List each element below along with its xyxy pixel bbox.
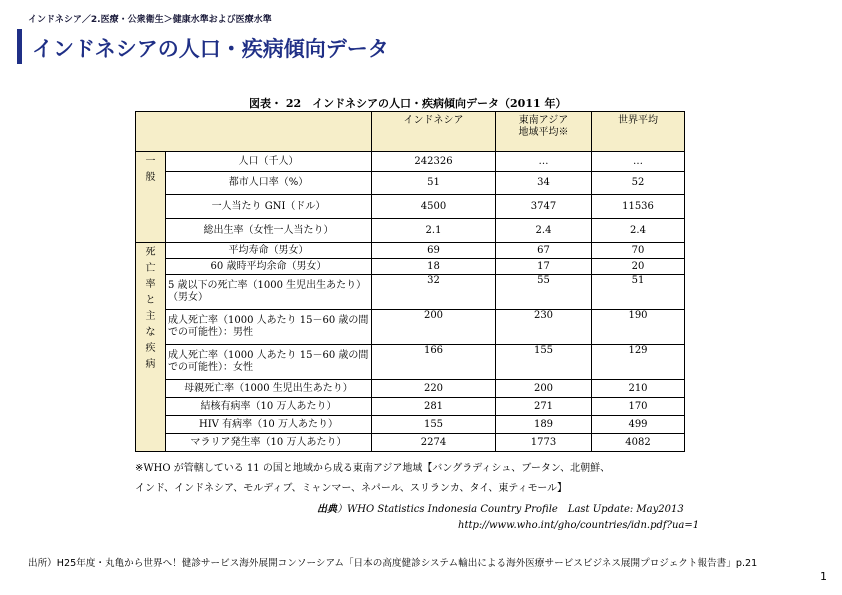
row-value: 190 (592, 310, 685, 345)
row-value: 499 (592, 416, 685, 434)
table-caption: 図表・ 22 インドネシアの人口・疾病傾向データ（2011 年） (249, 97, 567, 110)
table-row (136, 219, 685, 243)
table-row (136, 275, 685, 310)
row-value: 4082 (592, 434, 685, 452)
table-row (136, 259, 685, 275)
row-value: 2274 (372, 434, 496, 452)
row-value: 32 (372, 275, 496, 310)
source-text: ）WHO Statistics Indonesia Country Profile Last Update: May2013 (337, 504, 684, 515)
row-value: … (496, 152, 592, 172)
table-source (317, 500, 684, 515)
table-row (136, 172, 685, 195)
row-label: 人口（千人） (166, 152, 372, 172)
row-value: 281 (372, 398, 496, 416)
row-value: 200 (372, 310, 496, 345)
row-label: マラリア発生率（10 万人あたり） (166, 434, 372, 452)
table-row (136, 380, 685, 398)
source-url: http://www.who.int/gho/countries/idn.pdf?ua=1 (458, 520, 700, 531)
table-note-line-1: ※WHO が管轄している 11 の国と地域から成る東南アジア地域【バングラディシュ、ブータン、北朝鮮、 (135, 463, 611, 474)
page-number: 1 (820, 570, 827, 583)
column-header-sea-average-text: 東南アジア 地域平均※ (518, 115, 569, 138)
page-title: インドネシアの人口・疾病傾向データ (32, 37, 389, 61)
breadcrumb: インドネシア／2.医療・公衆衛生＞健康水準および医療水準 (28, 15, 272, 25)
table-row (136, 434, 685, 452)
row-value: 2.4 (592, 219, 685, 243)
row-category: 死 亡 率 と 主 な 疾 病 (136, 243, 166, 452)
row-value: 200 (496, 380, 592, 398)
row-value: 69 (372, 243, 496, 259)
row-label: 母親死亡率（1000 生児出生あたり） (166, 380, 372, 398)
row-label: 一人当たり GNI（ドル） (166, 195, 372, 219)
row-value: 20 (592, 259, 685, 275)
row-value: 189 (496, 416, 592, 434)
table-row (136, 310, 685, 345)
table-note-line-2: インド、インドネシア、モルディブ、ミャンマー、ネパール、スリランカ、タイ、東ティモール】 (135, 483, 567, 494)
row-value: 155 (372, 416, 496, 434)
row-value: 271 (496, 398, 592, 416)
row-value: 3747 (496, 195, 592, 219)
footer-source-note: 出所）H25年度・丸亀から世界へ！健診サービス海外展開コンソーシアム「日本の高度健診システム輸出による海外医療サービスビジネス展開プロジェクト報告書」p.21 (28, 558, 758, 569)
table-header-blank (136, 112, 372, 152)
row-value: 166 (372, 345, 496, 380)
row-value: 4500 (372, 195, 496, 219)
row-value: 242326 (372, 152, 496, 172)
row-label: 結核有病率（10 万人あたり） (166, 398, 372, 416)
row-value: 2.1 (372, 219, 496, 243)
column-header-sea-average (496, 112, 592, 152)
table-row (136, 152, 685, 172)
row-value: 170 (592, 398, 685, 416)
title-accent-bar (17, 29, 22, 64)
row-value: 11536 (592, 195, 685, 219)
row-value: 70 (592, 243, 685, 259)
column-header-indonesia: インドネシア (372, 112, 496, 152)
row-label: 60 歳時平均余命（男女） (166, 259, 372, 275)
source-label: 出典 (317, 504, 337, 515)
row-label: 都市人口率（%） (166, 172, 372, 195)
row-value: … (592, 152, 685, 172)
row-label: 成人死亡率（1000 人あたり 15－60 歳の間での可能性）：男性 (166, 310, 372, 345)
row-value: 52 (592, 172, 685, 195)
table-row (136, 195, 685, 219)
table-row (136, 416, 685, 434)
row-value: 230 (496, 310, 592, 345)
row-value: 1773 (496, 434, 592, 452)
statistics-table (135, 111, 685, 452)
row-value: 51 (592, 275, 685, 310)
row-value: 220 (372, 380, 496, 398)
row-value: 129 (592, 345, 685, 380)
row-value: 2.4 (496, 219, 592, 243)
row-label: 総出生率（女性一人当たり） (166, 219, 372, 243)
row-category: 一 般 (136, 152, 166, 243)
row-value: 210 (592, 380, 685, 398)
row-label: 成人死亡率（1000 人あたり 15－60 歳の間での可能性）：女性 (166, 345, 372, 380)
row-label: 5 歳以下の死亡率（1000 生児出生あたり）（男女） (166, 275, 372, 310)
column-header-world-average: 世界平均 (592, 112, 685, 152)
row-value: 67 (496, 243, 592, 259)
row-label: HIV 有病率（10 万人あたり） (166, 416, 372, 434)
row-label: 平均寿命（男女） (166, 243, 372, 259)
table-row (136, 243, 685, 259)
row-value: 18 (372, 259, 496, 275)
table-row (136, 398, 685, 416)
row-value: 17 (496, 259, 592, 275)
table-row (136, 345, 685, 380)
row-value: 55 (496, 275, 592, 310)
row-value: 51 (372, 172, 496, 195)
row-value: 155 (496, 345, 592, 380)
row-value: 34 (496, 172, 592, 195)
